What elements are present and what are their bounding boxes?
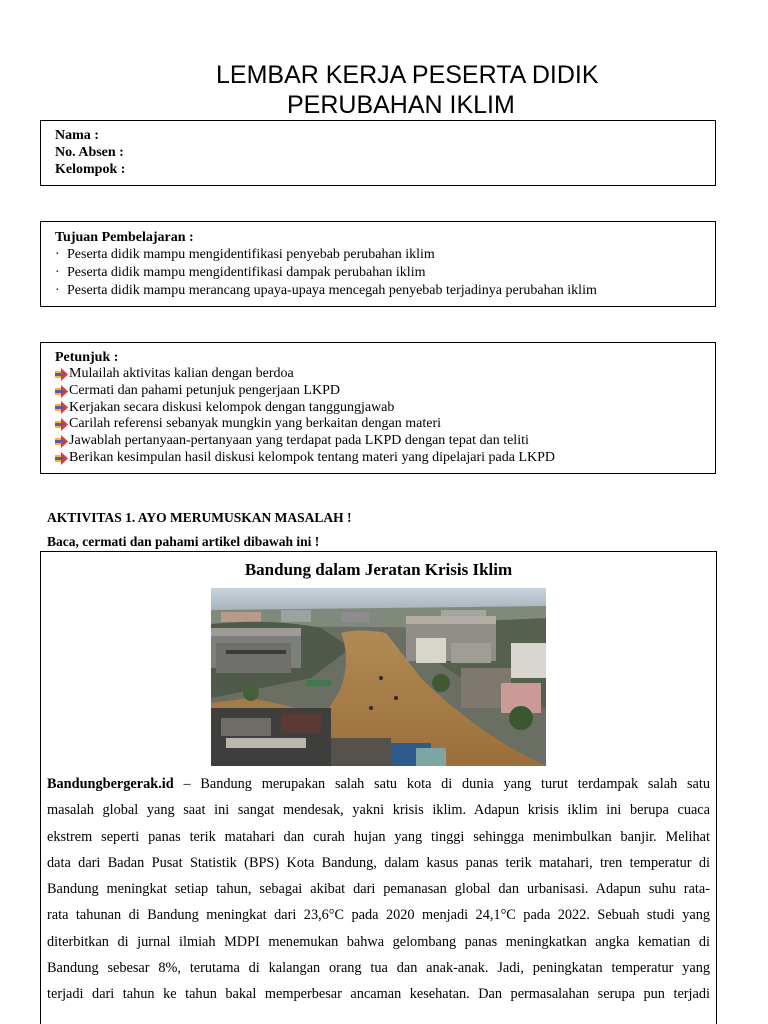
article-line: Bandung meningkat setiap tahun, sebagai akibat dari pemanasan global dan urbanisasi. Adapun suhu rata- (47, 881, 710, 898)
learning-goal-item: · Peserta didik mampu merancang upaya-upaya mencegah penyebab terjadinya perubahan iklim (55, 283, 597, 298)
instructions-box (40, 342, 716, 474)
flood-photo (211, 588, 546, 766)
article-title: Bandung dalam Jeratan Krisis Iklim (244, 560, 513, 579)
absen-field-label: No. Absen : (55, 145, 124, 160)
instruction-item: Cermati dan pahami petunjuk pengerjaan LKPD (55, 383, 715, 400)
article-line: masalah global yang saat ini sangat mendesak, yakni krisis iklim. Adapun krisis iklim ini berupa cuaca (47, 802, 710, 819)
instruction-item: Mulailah aktivitas kalian dengan berdoa (55, 366, 715, 383)
article-line: ekstrem seperti panas terik matahari dan curah hujan yang tinggi sehingga menimbulkan banjir. Melihat (47, 828, 710, 845)
arrow-bullet-icon (55, 385, 68, 398)
article-line: diterbitkan di jurnal ilmiah MDPI menemukan bahwa gelombang panas meningkatkan angka kematian di (47, 933, 710, 950)
name-field-label: Nama : (55, 128, 99, 143)
learning-goal-item: · Peserta didik mampu mengidentifikasi penyebab perubahan iklim (55, 247, 435, 262)
instructions-heading: Petunjuk : (55, 350, 119, 365)
student-identity-box (40, 120, 716, 186)
worksheet-subtitle: PERUBAHAN IKLIM (287, 91, 515, 119)
article-line: rata tahunan di Bandung meningkat dari 23,6°C pada 2020 menjadi 24,1°C pada 2022. Sebuah studi yang (47, 907, 710, 924)
learning-goal-item: · Peserta didik mampu mengidentifikasi dampak perubahan iklim (55, 265, 426, 280)
learning-goals-heading: Tujuan Pembelajaran : (55, 230, 194, 245)
arrow-bullet-icon (55, 401, 68, 414)
worksheet-title: LEMBAR KERJA PESERTA DIDIK (216, 61, 599, 89)
group-field-label: Kelompok : (55, 162, 126, 177)
article-line: Bandungbergerak.id – Bandung merupakan salah satu kota di dunia yang turut terdampak salah satu (47, 776, 710, 792)
instruction-item: Berikan kesimpulan hasil diskusi kelompok tentang materi yang dipelajari pada LKPD (55, 450, 715, 467)
article-line: terjadi dari tahun ke tahun bakal memperbesar ancaman kesehatan. Dan permasalahan serupa pun terjadi (47, 986, 710, 1003)
arrow-bullet-icon (55, 418, 68, 431)
activity-instruction: Baca, cermati dan pahami artikel dibawah ini ! (47, 534, 320, 549)
learning-goals-box (40, 221, 716, 307)
article-line: data dari Badan Pusat Statistik (BPS) Kota Bandung, dalam kasus panas terik matahari, tren temperatur di (47, 854, 710, 871)
arrow-bullet-icon (55, 435, 68, 448)
article-line: Bandung sebesar 8%, terutama di kalangan orang tua dan anak-anak. Jadi, peningkatan temperatur yang (47, 960, 710, 977)
article-box (40, 551, 717, 1024)
instruction-item: Carilah referensi sebanyak mungkin yang berkaitan dengan materi (55, 416, 715, 433)
arrow-bullet-icon (55, 368, 68, 381)
arrow-bullet-icon (55, 452, 68, 465)
instruction-item: Kerjakan secara diskusi kelompok dengan tanggungjawab (55, 400, 715, 417)
activity-heading: AKTIVITAS 1. AYO MERUMUSKAN MASALAH ! (47, 510, 352, 525)
instruction-item: Jawablah pertanyaan-pertanyaan yang terdapat pada LKPD dengan tepat dan teliti (55, 433, 715, 450)
article-body (47, 771, 710, 1008)
article-source: Bandungbergerak.id (47, 776, 174, 792)
